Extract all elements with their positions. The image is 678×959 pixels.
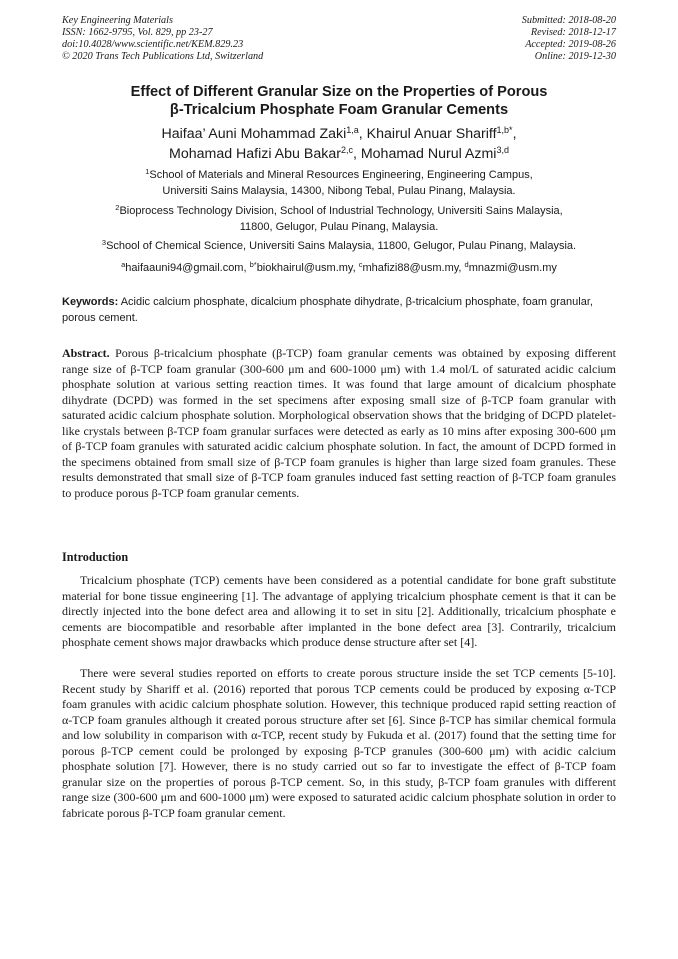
introduction-paragraph-2: There were several studies reported on efforts to create porous structure inside the set TCP cements [5-10]. Recent study by Shariff et al. (2016) reported that porous TCP cements could be produced by exposing α-TCP foam granules with acidic calcium phosphate solution. However, this technique produced rapid setting reaction of α-TCP foam granules although it created porous structure after set [6]. Since β-TCP has similar chemical formula and low solubility in comparison with α-TCP, recent study by Fukuda et al. (2017) found that the setting time for porous β-TCP cement could be prolonged by exposing β-TCP granules (300-600 μm) with acidic calcium phosphate solution [7]. However, there is no study carried out so far to investigate the effect of β-TCP foam granular size on the properties of porous β-TCP cement. So, in this study, β-TCP foam granules with different range size (300-600 μm and 600-1000 μm) were exposed to saturated acidic calcium phosphate solution in order to fabricate porous β-TCP foam granular cement.: [62, 666, 616, 820]
email-mark: b*: [249, 260, 257, 269]
introduction-paragraph-1: Tricalcium phosphate (TCP) cements have been considered as a potential candidate for bone graft substitute material for bone tissue engineering [1]. The advantage of applying tricalcium phosphate cement is that it can be directly injected into the bone defect area and allowing it to set in situ [2]. Additionally, tricalcium phosphate e cements are biocompatible and resorbable after implanted in the bone defect area [3]. Contrarily, tricalcium phosphate cement shows major drawbacks which produce dense structure after set [4].: [62, 573, 616, 649]
submitted-date: Submitted: 2018-08-20: [521, 15, 616, 26]
author-name: Khairul Anuar Shariff: [366, 126, 497, 142]
email-address[interactable]: haifaauni94@gmail.com,: [125, 262, 250, 274]
doi-line: doi:10.4028/www.scientific.net/KEM.829.23: [62, 39, 244, 50]
author-affiliation-mark: 2,c: [340, 145, 353, 155]
abstract: [62, 346, 616, 501]
affiliation-mark: 3: [101, 238, 107, 247]
keywords-label: Keywords:: [62, 296, 119, 308]
author-line-1: Haifaa’ Auni Mohammad Zaki$^{1,a}$, Khairul Anuar Shariff$^{1,b*}$,: [161, 125, 517, 142]
email-mark: c: [358, 260, 363, 269]
journal-info: [62, 15, 263, 63]
affiliation-mark: 2: [115, 203, 120, 212]
affiliation-2: $^2$Bioprocess Technology Division, School of Industrial Technology, Universiti Sains Malaysia, 11800, Gelugor, Pulau Pinang, Malaysia.: [115, 203, 563, 233]
revised-date: Revised: 2018-12-17: [530, 27, 616, 38]
issn-line: ISSN: 1662-9795, Vol. 829, pp 23-27: [62, 27, 213, 38]
accepted-date: Accepted: 2019-08-26: [525, 39, 616, 50]
author-affiliation-mark: 1,b*: [496, 125, 513, 135]
paper-title: [62, 83, 616, 119]
author-line-2: Mohamad Hafizi Abu Bakar$^{2,c}$, Mohamad Nurul Azmi$^{3,d}$: [169, 145, 509, 162]
journal-name: Key Engineering Materials: [62, 15, 173, 26]
email-mark: a: [121, 260, 126, 269]
author-affiliation-mark: 3,d: [496, 145, 509, 155]
affiliation-mark: 1: [145, 167, 150, 176]
affiliation-3: $^3$School of Chemical Science, Universiti Sains Malaysia, 11800, Gelugor, Pulau Pinang, Malaysia.: [101, 238, 577, 252]
author-name: Haifaa’ Auni Mohammad Zaki: [161, 126, 347, 142]
author-emails: [62, 261, 616, 277]
copyright-line: © 2020 Trans Tech Publications Ltd, Switzerland: [62, 51, 264, 62]
author-name: Mohamad Nurul Azmi: [360, 146, 497, 162]
introduction-heading: Introduction: [62, 550, 129, 564]
title-line-1: Effect of Different Granular Size on the Properties of Porous: [130, 84, 548, 100]
title-line-2: β-Tricalcium Phosphate Foam Granular Cements: [169, 102, 509, 118]
keywords-text: Acidic calcium phosphate, dicalcium phosphate dihydrate, β-tricalcium phosphate, foam granular, porous cement.: [62, 296, 593, 324]
keywords: [62, 295, 616, 326]
email-mark: d: [464, 260, 469, 269]
online-date: Online: 2019-12-30: [534, 51, 616, 62]
affiliation-1: $^1$School of Materials and Mineral Resources Engineering, Engineering Campus, Universiti Sains Malaysia, 14300, Nibong Tebal, Pulau Pinang, Malaysia.: [145, 167, 533, 197]
publication-dates: [522, 15, 616, 63]
email-address[interactable]: biokhairul@usm.my,: [256, 262, 359, 274]
email-address[interactable]: mhafizi88@usm.my,: [362, 262, 465, 274]
author-name: Mohamad Hafizi Abu Bakar: [169, 146, 341, 162]
abstract-text: Porous β-tricalcium phosphate (β-TCP) foam granular cements was obtained by exposing different range size of β-TCP foam granular (300-600 μm and 600-1000 μm) with 1.4 mol/L of saturated acidic calcium phosphate solution at various setting reaction times. It was found that large amount of dicalcium phosphate dihydrate (DCPD) was formed in the set specimens after exposing small size of β-TCP foam granular with saturated acidic calcium phosphate solution. Morphological observation shows that the bridging of DCPD platelet-like crystals between β-TCP foam granular surfaces were detected as early as 10 mins after exposing 300-600 μm of β-TCP foam granules with saturated acidic calcium phosphate solution. In fact, the amount of DCPD formed in the specimens obtained from small size of β-TCP foam granules is higher than large sized foam granules. These results demonstrated that small size of β-TCP foam granules induced fast setting reaction of β-TCP foam granules to produce porous β-TCP foam granular cements.: [62, 346, 616, 500]
author-affiliation-mark: 1,a: [346, 125, 359, 135]
email-address[interactable]: mnazmi@usm.my: [468, 262, 557, 274]
author-list: [62, 124, 616, 164]
abstract-label: Abstract.: [62, 346, 110, 360]
